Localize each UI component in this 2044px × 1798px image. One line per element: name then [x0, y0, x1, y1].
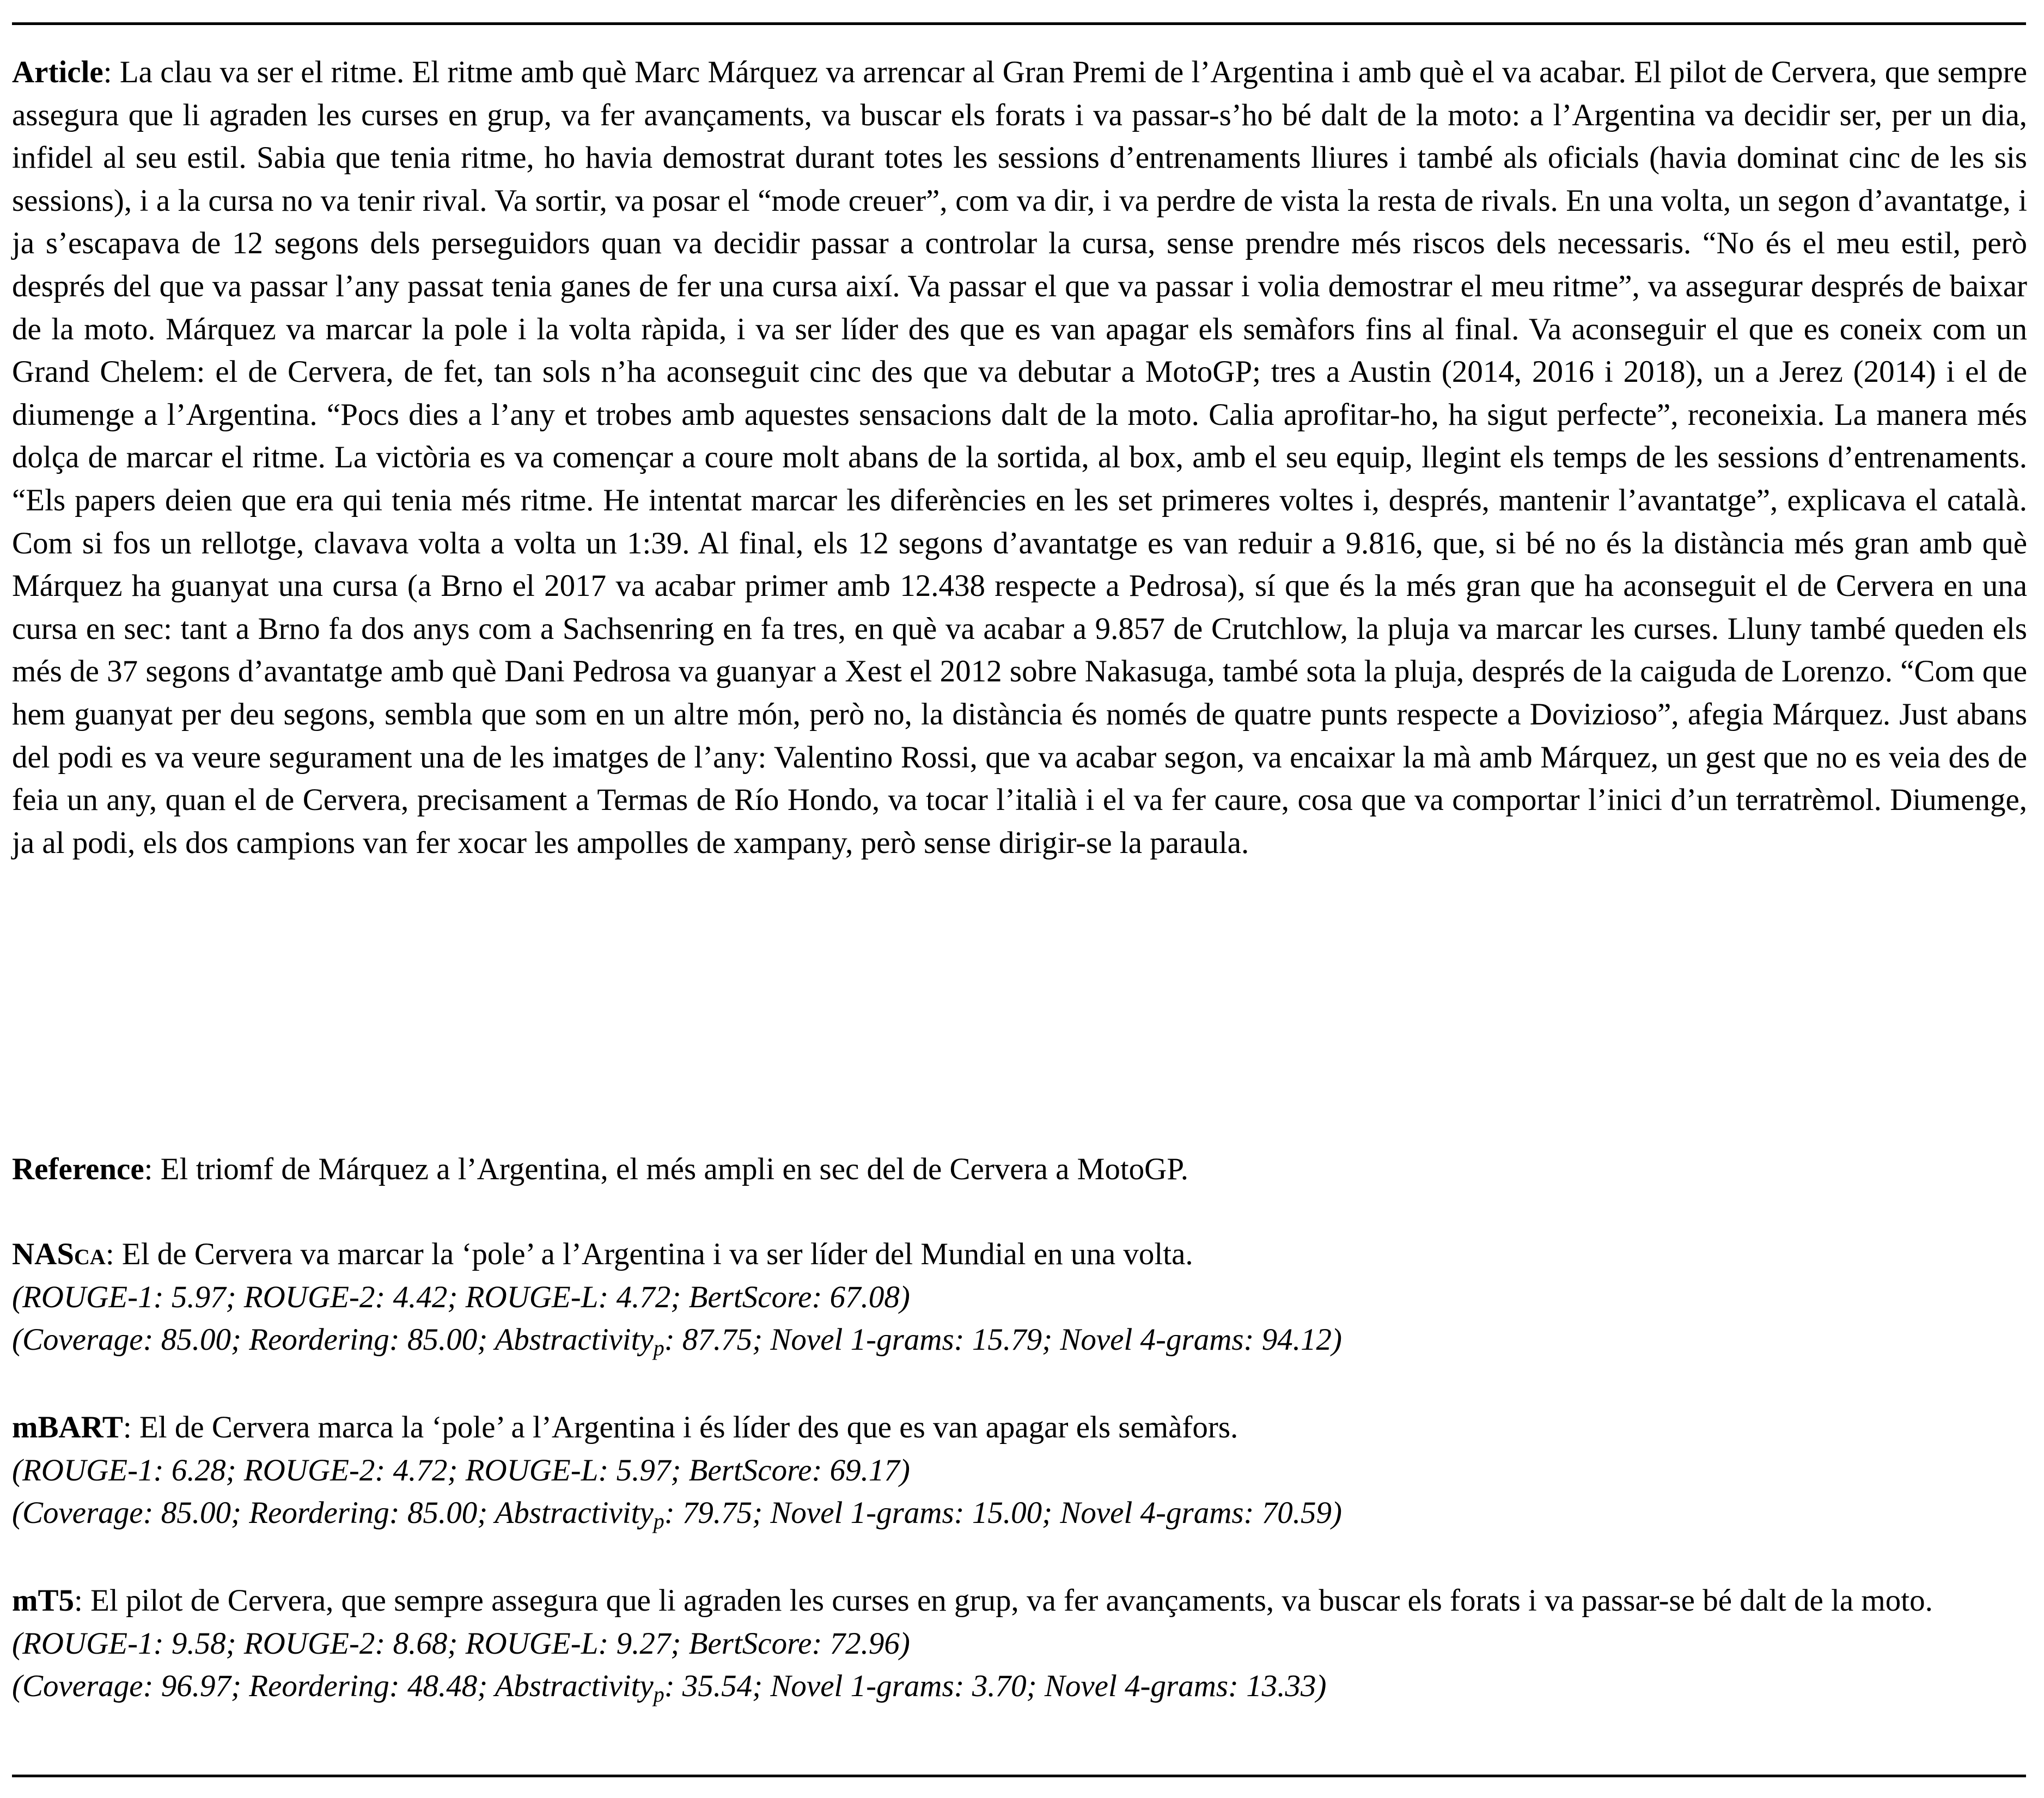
abstractivity-subscript: p: [653, 1336, 664, 1361]
system-summary: [12, 1233, 2027, 1276]
rouge-metrics: (ROUGE-1: 5.97; ROUGE-2: 4.42; ROUGE-L: 4.72; BertScore: 67.08): [12, 1279, 910, 1314]
coverage-metrics-post: : 35.54; Novel 1-grams: 3.70; Novel 4-grams: 13.33): [664, 1669, 1327, 1704]
reference-label: Reference: [12, 1152, 144, 1186]
top-rule: [12, 22, 2026, 25]
label-separator: :: [105, 1237, 122, 1271]
label-separator: :: [74, 1583, 91, 1618]
abstractivity-subscript: p: [653, 1682, 664, 1707]
label-separator: :: [123, 1410, 139, 1445]
rouge-metrics: (ROUGE-1: 6.28; ROUGE-2: 4.72; ROUGE-L: 5.97; BertScore: 69.17): [12, 1453, 910, 1488]
label-separator: :: [103, 55, 120, 89]
coverage-metrics-post: : 79.75; Novel 1-grams: 15.00; Novel 4-grams: 70.59): [664, 1496, 1343, 1531]
system-summary: [12, 1580, 2027, 1623]
bottom-rule: [12, 1775, 2026, 1777]
coverage-metrics: [12, 1492, 2027, 1535]
system-summary-text: El de Cervera va marcar la ‘pole’ a l’Argentina i va ser líder del Mundial en una volta.: [121, 1237, 1193, 1271]
system-label-smallcaps: ca: [74, 1237, 106, 1271]
system-label: [12, 1237, 106, 1271]
coverage-metrics-pre: (Coverage: 96.97; Reordering: 48.48; Abstractivity: [12, 1669, 654, 1704]
reference-paragraph: [12, 1148, 2027, 1191]
coverage-metrics-post: : 87.75; Novel 1-grams: 15.79; Novel 4-grams: 94.12): [664, 1322, 1343, 1357]
article-paragraph: [12, 51, 2027, 864]
system-nasca: [12, 1233, 2027, 1362]
system-summary: [12, 1406, 2027, 1449]
system-label: [12, 1410, 123, 1445]
system-label-main: mT5: [12, 1583, 74, 1618]
system-label-main: NAS: [12, 1237, 75, 1271]
coverage-metrics: [12, 1319, 2027, 1362]
label-separator: :: [144, 1152, 161, 1186]
coverage-metrics-pre: (Coverage: 85.00; Reordering: 85.00; Abstractivity: [12, 1322, 654, 1357]
system-mt5: [12, 1580, 2027, 1708]
article-text: La clau va ser el ritme. El ritme amb què Marc Márquez va arrencar al Gran Premi de l’Argentina i amb què el va acabar. El pilot de Cervera, que sempre assegura que li agraden les curses en grup, va fer avançaments, va buscar els forats i va passar-s’ho bé dalt de la moto: a l’Argentina va decidir ser, per un dia, infidel al seu estil. Sabia que tenia ritme, ho havia demostrat durant totes les sessions d’entrenaments lliures i també als oficials (havia dominat cinc de les sis sessions), i a la cursa no va tenir rival. Va sortir, va posar el “mode creuer”, com va dir, i va perdre de vista la resta de rivals. En una volta, un segon d’avantatge, i ja s’escapava de 12 segons dels perseguidors quan va decidir passar a controlar la cursa, sense prendre més riscos dels necessaris. “No és el meu estil, però després del que va passar l’any passat tenia ganes de fer una cursa així. Va passar el que va passar i volia demostrar el meu ritme”, va assegurar després de baixar de la moto. Márquez va marcar la pole i la volta ràpida, i va ser líder des que es van apagar els semàfors fins al final. Va aconseguir el que es coneix com un Grand Chelem: el de Cervera, de fet, tan sols n’ha aconseguit cinc des que va debutar a MotoGP; tres a Austin (2014, 2016 i 2018), un a Jerez (2014) i el de diumenge a l’Argentina. “Pocs dies a l’any et trobes amb aquestes sensacions dalt de la moto. Calia aprofitar-ho, ha sigut perfecte”, reconeixia. La manera més dolça de marcar el ritme. La victòria es va començar a coure molt abans de la sortida, al box, amb el seu equip, llegint els temps de les sessions d’entrenaments. “Els papers deien que era qui tenia més ritme. He intentat marcar les diferències en les set primeres voltes i, després, mantenir l’avantatge”, explicava el català. Com si fos un rellotge, clavava volta a volta un 1:39. Al final, els 12 segons d’avantatge es van reduir a 9.816, que, si bé no és la distància més gran amb què Márquez ha guanyat una cursa (a Brno el 2017 va acabar primer amb 12.438 respecte a Pedrosa), sí que és la més gran que ha aconseguit el de Cervera en una cursa en sec: tant a Brno fa dos anys com a Sachsenring en fa tres, en què va acabar a 9.857 de Crutchlow, la pluja va marcar les curses. Lluny també queden els més de 37 segons d’avantatge amb què Dani Pedrosa va guanyar a Xest el 2012 sobre Nakasuga, també sota la pluja, després de la caiguda de Lorenzo. “Com que hem guanyat per deu segons, sembla que som en un altre món, però no, la distància és només de quatre punts respecte a Dovizioso”, afegia Márquez. Just abans del podi es va veure segurament una de les imatges de l’any: Valentino Rossi, que va acabar segon, va encaixar la mà amb Márquez, un gest que no es veia des de feia un any, quan el de Cervera, precisament a Termas de Río Hondo, va tocar l’italià i el va fer caure, cosa que va comportar l’inici d’un terratrèmol. Diumenge, ja al podi, els dos campions van fer xocar les ampolles de xampany, però sense dirigir-se la paraula.: [12, 55, 2027, 860]
rouge-metrics: (ROUGE-1: 9.58; ROUGE-2: 8.68; ROUGE-L: 9.27; BertScore: 72.96): [12, 1626, 910, 1661]
system-summary-text: El pilot de Cervera, que sempre assegura que li agraden les curses en grup, va fer avançaments, va buscar els forats i va passar-se bé dalt de la moto.: [90, 1583, 1933, 1618]
coverage-metrics-pre: (Coverage: 85.00; Reordering: 85.00; Abstractivity: [12, 1496, 654, 1531]
reference-text: El triomf de Márquez a l’Argentina, el més ampli en sec del de Cervera a MotoGP.: [160, 1152, 1188, 1186]
abstractivity-subscript: p: [653, 1509, 664, 1534]
system-mbart: [12, 1406, 2027, 1535]
system-label: [12, 1583, 74, 1618]
coverage-metrics: [12, 1665, 2027, 1708]
system-summary-text: El de Cervera marca la ‘pole’ a l’Argentina i és líder des que es van apagar els semàfors.: [139, 1410, 1238, 1445]
system-label-main: mBART: [12, 1410, 123, 1445]
article-label: Article: [12, 55, 103, 89]
